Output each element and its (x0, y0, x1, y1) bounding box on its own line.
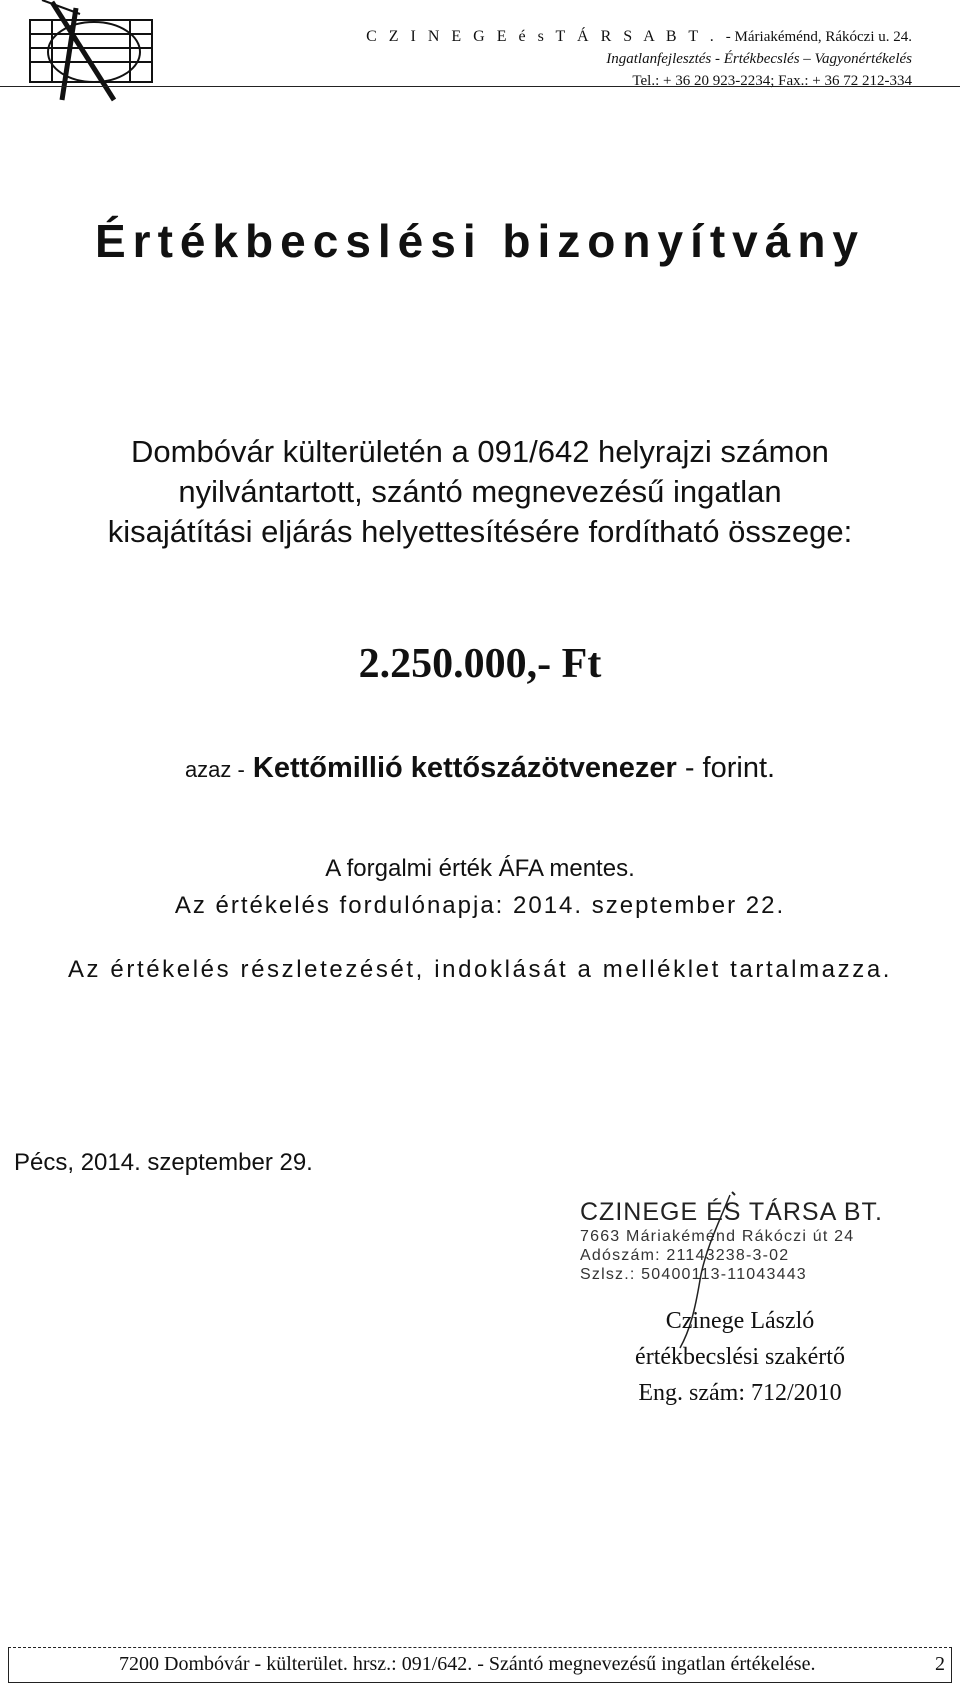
header-divider (0, 86, 960, 87)
letterhead-company-line (366, 26, 912, 48)
signer-registration: Eng. szám: 712/2010 (638, 1380, 842, 1406)
stamp-address: 7663 Máriakéménd Rákóczi út 24 (580, 1228, 855, 1245)
reference-date: Az értékelés fordulónapja: 2014. szeptember 22. (174, 892, 786, 919)
description-line: kisajátítási eljárás helyettesítésére fordítható összege: (107, 514, 853, 549)
signer-name: Czinege László (665, 1308, 815, 1334)
letterhead-company: C Z I N E G E é s T Á R S A B T . (366, 28, 718, 45)
footer-text: 7200 Dombóvár - külterület. hrsz.: 091/642. - Szántó megnevezésű ingatlan értékelése. (119, 1653, 816, 1675)
document-title: Értékbecslési bizonyítvány (94, 215, 866, 267)
amount-words-main: Kettőmillió kettőszázötvenezer (252, 752, 677, 784)
letterhead-services: Ingatlanfejlesztés - Értékbecslés – Vagyonértékelés (606, 51, 912, 67)
signer-role: értékbecslési szakértő (635, 1344, 845, 1370)
page-number: 2 (935, 1653, 945, 1675)
stamp-tax-number: Adószám: 21143238-3-02 (580, 1247, 790, 1264)
description-line: nyilvántartott, szántó megnevezésű ingatlan (178, 474, 782, 509)
letterhead-contact: Tel.: + 36 20 923-2234; Fax.: + 36 72 212-334 (632, 73, 912, 89)
stamp-company-name: CZINEGE ÉS TÁRSA BT. (580, 1198, 883, 1226)
amount-words-suffix: - forint. (684, 752, 776, 784)
page-footer (8, 1647, 952, 1683)
property-description (60, 432, 900, 552)
amount-in-words (0, 752, 960, 785)
valuation-amount: 2.250.000,- Ft (358, 641, 602, 687)
company-logo (22, 0, 162, 110)
place-and-date: Pécs, 2014. szeptember 29. (14, 1149, 313, 1176)
stamp-account: Szlsz.: 50400113-11043443 (580, 1266, 807, 1283)
amount-words-prefix: azaz - (184, 757, 245, 782)
letterhead (366, 26, 912, 92)
details-note: Az értékelés részletezését, indoklását a melléklet tartalmazza. (67, 956, 893, 983)
letterhead-address: - Máriakéménd, Rákóczi u. 24. (725, 29, 912, 45)
vat-note: A forgalmi érték ÁFA mentes. (325, 855, 635, 882)
description-line: Dombóvár külterületén a 091/642 helyrajzi számon (131, 434, 829, 469)
